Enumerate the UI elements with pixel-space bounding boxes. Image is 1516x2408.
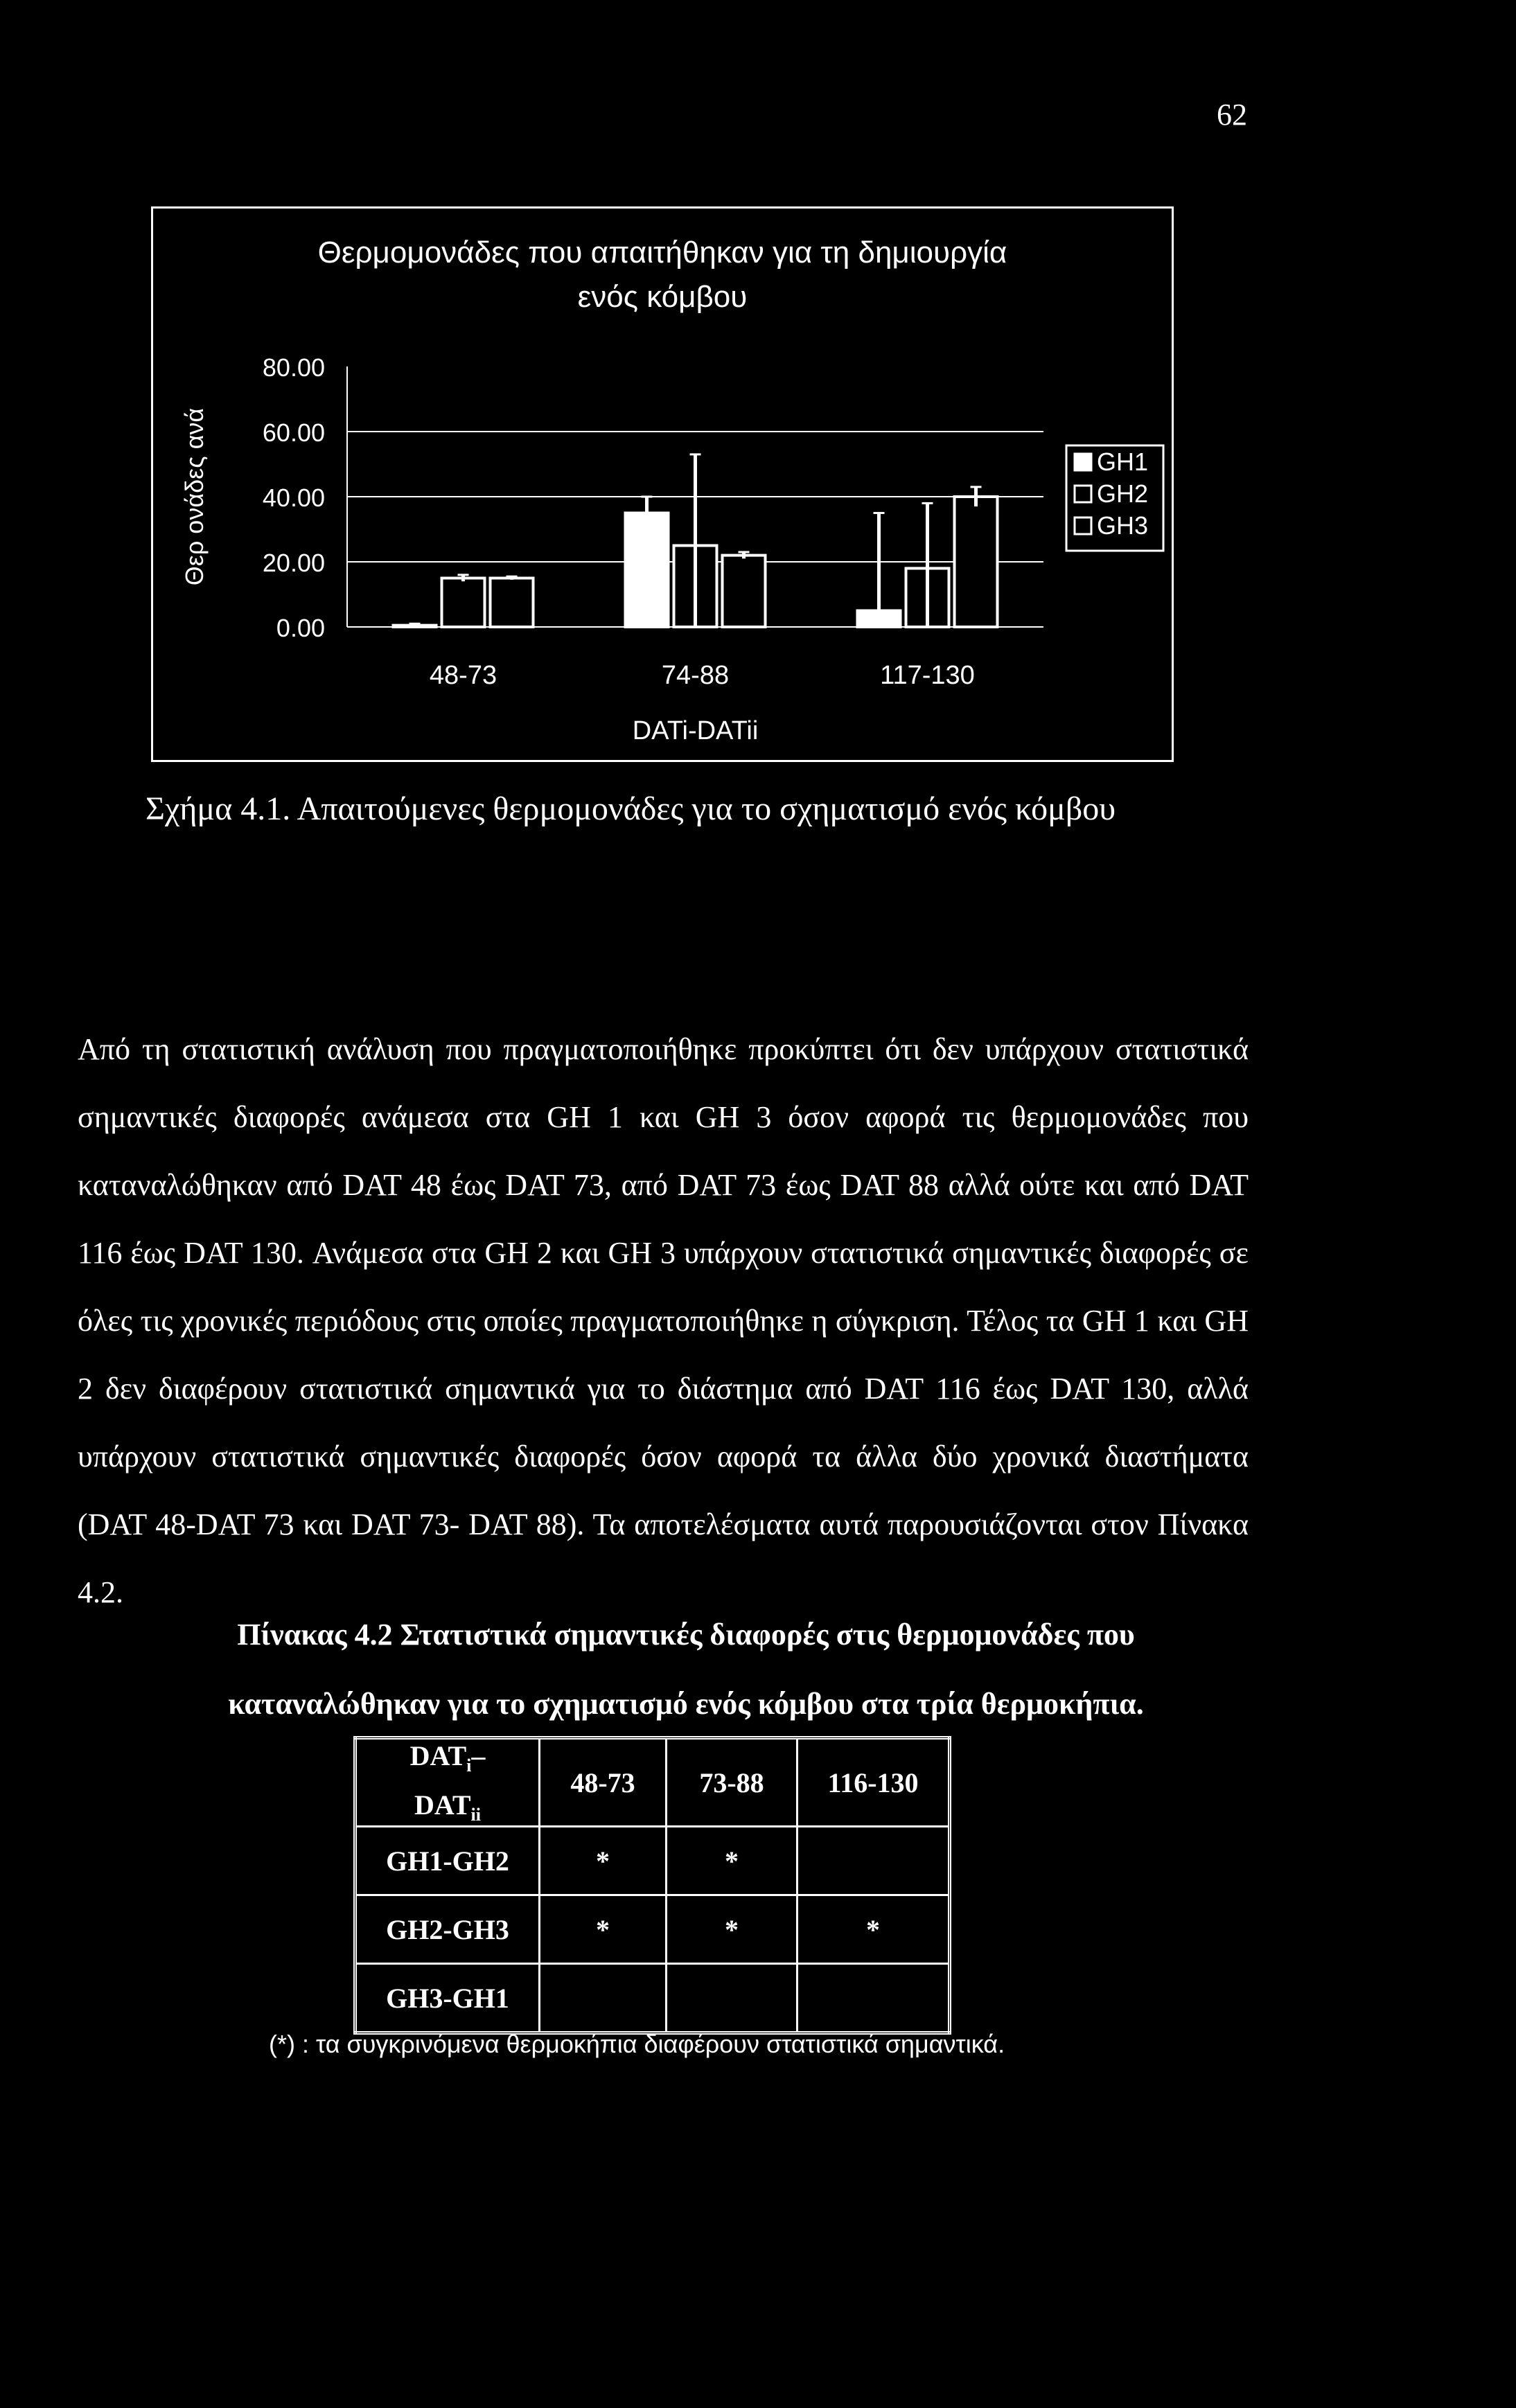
significance-table: [353, 1736, 951, 2035]
legend-label-gh3: GH3: [1097, 511, 1149, 540]
table-header-row: [355, 1738, 950, 1827]
y-tick-label: 20.00: [262, 549, 325, 577]
chart-title-line-2: ενός κόμβου: [577, 280, 748, 314]
table-caption: Πίνακας 4.2 Στατιστικά σημαντικές διαφορές στις θερμομονάδες που καταναλώθηκαν για το σχηματισμό ενός κόμβου στα τρία θερμοκήπια.: [228, 1618, 1144, 1721]
table-row-label: GH3-GH1: [355, 1964, 540, 2033]
table-cell: *: [540, 1827, 667, 1895]
chart-plot: [153, 209, 1172, 760]
body-paragraph: Από τη στατιστική ανάλυση που πραγματοποιήθηκε προκύπτει ότι δεν υπάρχουν στατιστικά σημαντικές διαφορές ανάμεσα στα GH 1 και GH 3 όσον αφορά τις θερμομονάδες που καταναλώθηκαν από DAT 48 έως DAT 73, από DAT 73 έως DAT 88 αλλά ούτε και από DAT 116 έως DAT 130. Ανάμεσα στα GH 2 και GH 3 υπάρχουν στατιστικά σημαντικές διαφορές σε όλες τις χρονικές περιόδους στις οποίες πραγματοποιήθηκε η σύγκριση. Τέλος τα GH 1 και GH 2 δεν διαφέρουν στατιστικά σημαντικά για το διάστημα από DAT 116 έως DAT 130, αλλά υπάρχουν στατιστικά σημαντικές διαφορές όσον αφορά τα άλλα δύο χρονικά διαστήματα (DAT 48-DAT 73 και DAT 73- DAT 88). Τα αποτελέσματα αυτά παρουσιάζονται στον Πίνακα 4.2.: [78, 1032, 1249, 1609]
y-tick-label: 40.00: [262, 484, 325, 512]
header-dash: –: [471, 1740, 486, 1771]
bar-gh2: [442, 578, 485, 628]
table-corner-header: [355, 1738, 540, 1827]
table-column-header: 116-130: [797, 1738, 950, 1827]
table-cell: [667, 1964, 797, 2033]
y-axis-label: Θερ ονάδες ανά: [180, 407, 209, 586]
table-row: [355, 1895, 950, 1964]
header-sub-ii: ii: [470, 1805, 481, 1825]
table-cell: *: [540, 1895, 667, 1964]
table-row: [355, 1964, 950, 2033]
bar-gh3: [723, 556, 766, 627]
table-cell: [797, 1827, 950, 1895]
table-column-header: 48-73: [540, 1738, 667, 1827]
x-tick-label: 48-73: [429, 661, 497, 690]
table-cell: *: [797, 1895, 950, 1964]
y-tick-label: 60.00: [262, 418, 325, 447]
table-row: [355, 1827, 950, 1895]
figure-caption: Σχήμα 4.1. Απαιτούμενες θερμομονάδες για το σχηματισμό ενός κόμβου: [146, 790, 1116, 827]
x-axis-label: DATi-DATii: [632, 716, 759, 745]
bar-gh3: [955, 497, 998, 627]
bar-gh3: [491, 578, 534, 628]
y-tick-label: 0.00: [276, 614, 325, 642]
header-dat-ii: DAT: [414, 1789, 471, 1821]
header-sub-i: i: [466, 1755, 472, 1776]
legend-swatch-gh2: [1075, 486, 1091, 502]
figure-chart: [151, 206, 1174, 762]
legend-swatch-gh3: [1075, 517, 1091, 534]
table-column-header: 73-88: [667, 1738, 797, 1827]
legend-label-gh2: GH2: [1097, 479, 1149, 508]
table-cell: [540, 1964, 667, 2033]
x-tick-label: 74-88: [661, 661, 730, 690]
table-row-label: GH2-GH3: [355, 1895, 540, 1964]
table-cell: *: [667, 1895, 797, 1964]
legend-swatch-gh1: [1075, 454, 1091, 470]
table-footnote: (*) : τα συγκρινόμενα θερμοκήπια διαφέρουν στατιστικά σημαντικά.: [269, 2030, 1005, 2058]
x-tick-label: 117-130: [880, 661, 975, 690]
header-dat-i: DAT: [409, 1740, 467, 1771]
y-tick-label: 80.00: [262, 353, 325, 382]
legend-label-gh1: GH1: [1097, 448, 1149, 476]
table-row-label: GH1-GH2: [355, 1827, 540, 1895]
table-cell: [797, 1964, 950, 2033]
table-cell: *: [667, 1827, 797, 1895]
bar-gh1: [626, 513, 669, 628]
chart-title-line-1: Θερμομονάδες που απαιτήθηκαν για τη δημιουργία: [317, 236, 1007, 269]
page-number: 62: [1217, 98, 1247, 132]
